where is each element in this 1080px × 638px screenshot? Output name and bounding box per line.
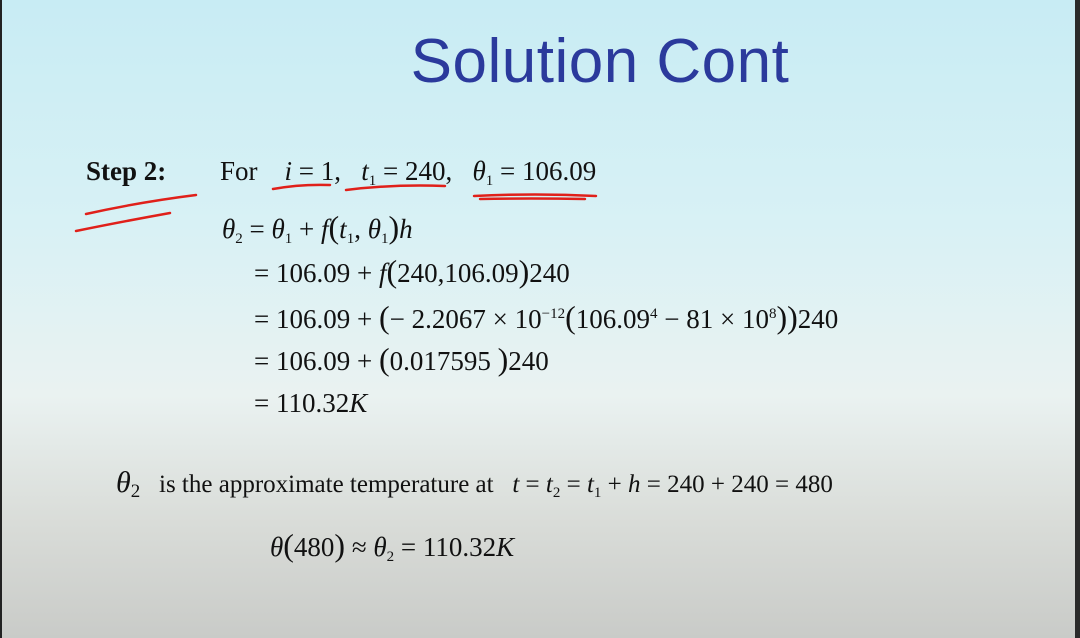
theta1-value: 106.09	[522, 156, 597, 186]
expansion-line: = 106.09 + (− $2.2067 \times 10^{-12}(106.09^4 - 81 \times 10^8))240$	[254, 299, 839, 335]
slide-title: Solution Cont	[410, 27, 790, 96]
ink-underline-i	[273, 185, 330, 189]
ink-step-stroke-2	[76, 213, 170, 231]
formula-line: $\theta_2 = \theta_1 + f(t_1$, $\theta_1)h$	[222, 209, 413, 247]
given-values-line: For i = 1, $t_1 = 240$, $\theta_1 = 106.09$	[220, 156, 597, 189]
final-approximation: $\theta(480) \approx \theta_2 = 110.32K$	[270, 527, 515, 565]
step-label: Step 2:	[86, 156, 167, 186]
t1-value: 240	[405, 156, 446, 186]
ink-underline-theta1-second	[480, 199, 585, 200]
for-word: For	[220, 156, 258, 186]
evaluation-line: = 106.09 + (0.017595 )240	[254, 341, 549, 377]
substitution-line: = 106.09 + f(240,106.09)240	[254, 253, 570, 289]
ink-underline-theta1	[474, 195, 596, 197]
note-text: is the approximate temperature at	[159, 471, 494, 498]
i-value: 1	[320, 156, 335, 186]
ink-step-stroke-1	[86, 195, 196, 214]
note-line: $\theta_2$ is the approximate temperature at $t = t_2 = t_1 + h = 240 + 240 = 480$	[116, 466, 833, 502]
ink-underline-t1	[346, 186, 445, 191]
result-line: = 110.32K	[254, 388, 368, 418]
